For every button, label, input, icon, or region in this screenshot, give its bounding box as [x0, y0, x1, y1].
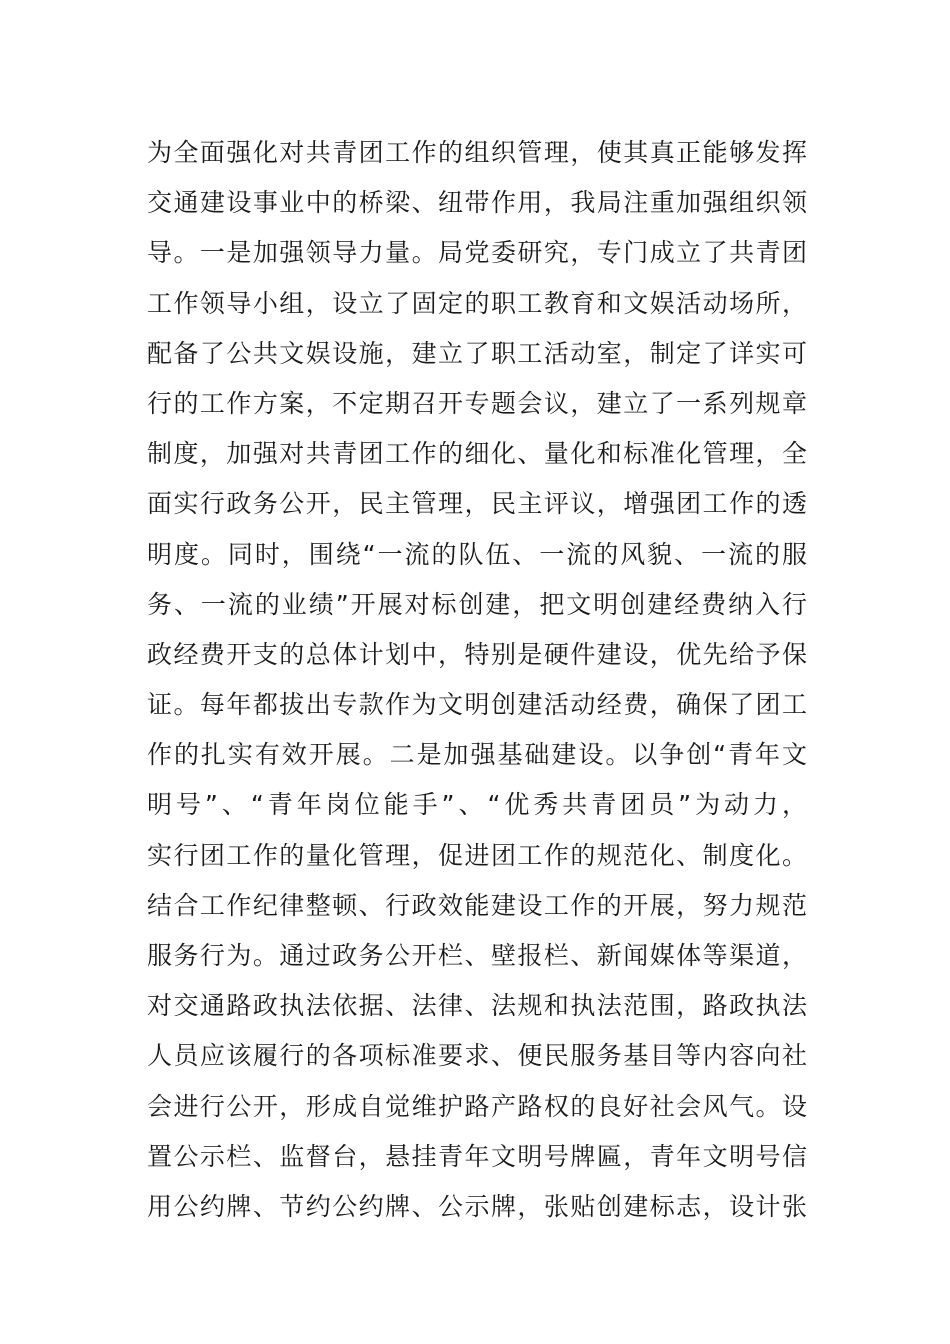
text-line: 政经费开支的总体计划中，特别是硬件建设，优先给予保 [147, 639, 807, 669]
text-line: 服务行为。通过政务公开栏、壁报栏、新闻媒体等渠道， [147, 941, 807, 970]
text-line: 人员应该履行的各项标准要求、便民服务基目等内容向社 [147, 1041, 807, 1071]
text-line: 导。一是加强领导力量。局党委研究，专门成立了共青团 [147, 238, 807, 268]
text-line: 证。每年都拔出专款作为文明创建活动经费，确保了团工 [147, 690, 807, 720]
text-line: 置公示栏、监督台，悬挂青年文明号牌匾，青年文明号信 [147, 1141, 807, 1171]
text-line: 实行团工作的量化管理，促进团工作的规范化、制度化。 [147, 840, 807, 870]
text-line: 作的扎实有效开展。二是加强基础建设。以争创“青年文 [147, 740, 807, 770]
text-line: 对交通路政执法依据、法律、法规和执法范围，路政执法 [147, 991, 807, 1021]
text-line: 交通建设事业中的桥梁、纽带作用，我局注重加强组织领 [147, 188, 807, 218]
text-line: 行的工作方案，不定期召开专题会议，建立了一系列规章 [147, 388, 807, 418]
text-line: 配备了公共文娱设施，建立了职工活动室，制定了详实可 [147, 338, 807, 368]
text-line: 面实行政务公开，民主管理，民主评议，增强团工作的透 [147, 489, 807, 519]
text-line: 用公约牌、节约公约牌、公示牌，张贴创建标志，设计张 [147, 1191, 807, 1221]
text-line: 结合工作纪律整顿、行政效能建设工作的开展，努力规范 [147, 890, 807, 920]
text-line: 明号”、“青年岗位能手”、“优秀共青团员”为动力， [147, 790, 807, 820]
text-line: 工作领导小组，设立了固定的职工教育和文娱活动场所， [147, 288, 807, 318]
text-line: 会进行公开，形成自觉维护路产路权的良好社会风气。设 [147, 1091, 807, 1121]
text-line: 明度。同时，围绕“一流的队伍、一流的风貌、一流的服 [147, 539, 807, 569]
text-line: 为全面强化对共青团工作的组织管理，使其真正能够发挥 [147, 138, 807, 167]
text-line: 制度，加强对共青团工作的细化、量化和标准化管理，全 [147, 439, 807, 469]
body-paragraph [147, 128, 807, 1232]
text-line: 务、一流的业绩”开展对标创建，把文明创建经费纳入行 [147, 589, 807, 619]
